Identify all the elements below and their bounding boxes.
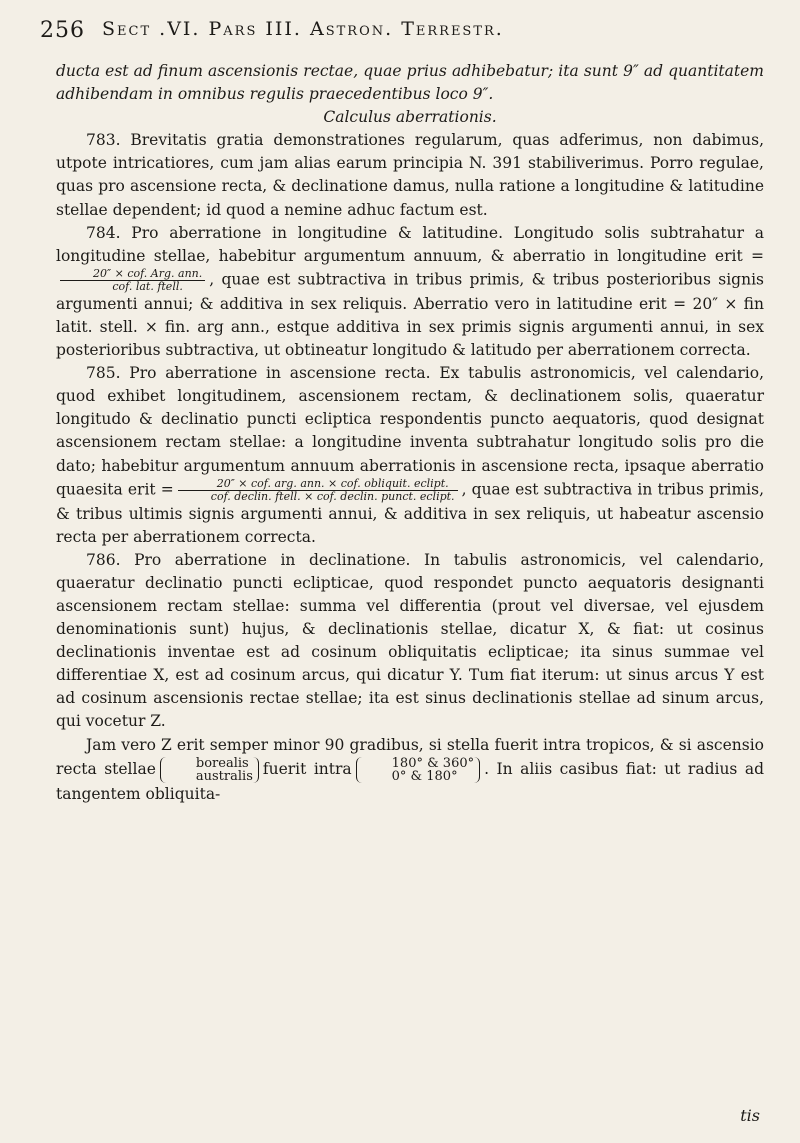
- paragraph-785: [56, 362, 764, 549]
- paragraph-784: [56, 222, 764, 362]
- formula-numerator: 20″ × cof. Arg. ann.: [60, 268, 205, 281]
- paragraph-786-part2: fuerit intra: [262, 759, 352, 778]
- paragraph-783: 783. Brevitatis gratia demonstrationes regularum, quas adferimus, non dabimus, utpote intricatiores, cum jam alias earum principia N. 391 stabiliverimus. Porro regulae, quas pro ascensione recta, & declinatione damus, nulla ratione a longitudine & latitudine stellae dependent; id quod a nemine adhuc factum est.: [56, 131, 764, 219]
- page-number: 256: [40, 18, 85, 43]
- formula-ascension: [178, 478, 458, 503]
- running-header: [40, 6, 760, 46]
- paragraph-786-part1: Jam vero Z erit semper minor 90 gradibus, si stella fuerit intra tropicos, & si ascensio recta stellae: [56, 735, 764, 778]
- formula-denominator: cof. declin. ftell. × cof. declin. punct. eclipt.: [210, 489, 455, 503]
- brace-degrees: [356, 757, 480, 783]
- paragraph-786-part3: . In aliis casibus fiat: ut radius ad tangentem obliquita-: [56, 759, 765, 803]
- paragraph-continuation: ducta est ad finum ascensionis rectae, quae prius adhibebatur; ita sunt 9″ ad quantitatem adhibendam in omnibus regulis praecedentibus loco 9″.: [56, 62, 764, 104]
- running-head: Sect .VI. Pars III. Astron. Terrestr.: [102, 18, 504, 40]
- text-body: [56, 60, 764, 806]
- catchword: tis: [740, 1106, 760, 1125]
- formula-longitude: [60, 268, 205, 293]
- brace-option-1: borealis: [195, 755, 249, 771]
- paragraph-784-part1: 784. Pro aberratione in longitudine & latitudine. Longitudo solis subtrahatur a longitudine stellae, habebitur argumentum annuum, & aberratio in longitudine erit =: [56, 223, 764, 265]
- paragraph-785-part1: 785. Pro aberratione in ascensione recta. Ex tabulis astronomicis, vel calendario, quod exhibet longitudinem, ascensionem rectam, & declinationem solis, quaeratur longitudo & declinatio puncti ecliptica respondentis puncto aequatoris, quod designat ascensionem rectam stellae: a longitudine inventa subtrahatur longitudo solis pro die dato; habebitur argumentum annuum aberrationis in ascensione recta, ipsaque aberratio quaesita erit =: [56, 364, 764, 499]
- paragraph-786-cont: [56, 734, 764, 806]
- brace-degrees-2: 0° & 180°: [391, 768, 458, 784]
- paragraph-785-part2: , quae est subtractiva in tribus primis, & tribus ultimis signis argumenti annui, & additiva in sex reliquis, ut habeatur ascensio recta per aberrationem correcta.: [56, 480, 764, 546]
- brace-degrees-1: 180° & 360°: [391, 755, 475, 771]
- paragraph-786: 786. Pro aberratione in declinatione. In tabulis astronomicis, vel calendario, quaeratur declinatio puncti eclipticae, quod respondet puncto aequatoris designanti ascensionem rectam stellae: summa vel differentia (prout vel diversae, vel ejusdem denominationis sunt) hujus, & declinationis stellae, dicatur X, & fiat: ut cosinus declinationis inventae est ad cosinum obliquitatis eclipticae; ita sinus summae vel differentiae X, est ad cosinum arcus, qui dicatur Y. Tum fiat iterum: ut sinus arcus Y est ad cosinum ascensionis rectae stellae; ita est sinus declinationis stellae ad sinum arcus, qui vocetur Z.: [56, 550, 764, 731]
- formula-denominator: cof. lat. ftell.: [112, 279, 183, 293]
- brace-hemisphere: [160, 757, 259, 783]
- paragraph-784-part2: , quae est subtractiva in tribus primis, & tribus posterioribus signis argumenti annui; & additiva in sex reliquis. Aberratio vero in latitudine erit = 20″ × fin latit. stell. × fin. arg ann., estque additiva in sex primis signis argumenti annui, in sex posterioribus subtractiva, ut obtineatur longitudo & latitudo per aberrationem correcta.: [56, 270, 764, 360]
- formula-numerator: 20″ × cof. arg. ann. × cof. obliquit. eclipt.: [178, 478, 458, 491]
- brace-option-2: australis: [195, 768, 253, 784]
- section-subhead: Calculus aberrationis.: [323, 108, 497, 127]
